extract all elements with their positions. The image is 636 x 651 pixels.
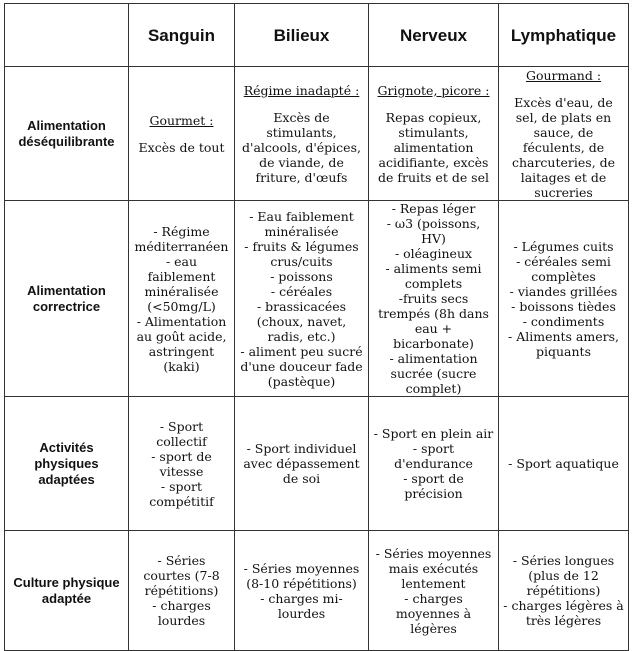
row-header: Activités physiques adaptées [5, 397, 129, 531]
cell-line: Excès de stimulants, d'alcools, d'épices, de viande, de friture, d'œufs [242, 109, 361, 185]
cell-line: - Légumes cuits [513, 238, 614, 254]
cell-line: - céréales [270, 283, 333, 299]
table-cell [369, 201, 499, 397]
column-header-bilieux: Bilieux [235, 4, 369, 67]
row-header: Culture physique adaptée [5, 531, 129, 651]
table-cell [129, 67, 235, 201]
cell-line: - Séries courtes (7-8 répétitions) [143, 553, 220, 598]
cell-line: - sport compétitif [149, 478, 214, 509]
cell-line: - viandes grillées [509, 283, 618, 299]
cell-list [503, 239, 624, 359]
table-row-culture-physique [5, 531, 629, 651]
cell-line: - céréales semi complètes [516, 253, 611, 284]
cell-list [503, 456, 624, 471]
cell-line: - boissons tièdes [511, 298, 616, 314]
header-corner-cell [5, 4, 129, 67]
cell-line: - Eau faiblement minéralisée [249, 208, 354, 239]
row-header: Alimentation correctrice [5, 201, 129, 397]
cell-list [373, 110, 494, 185]
table-row-activites-physiques [5, 397, 629, 531]
cell-line: - fruits & légumes crus/cuits [244, 238, 359, 269]
cell-line: - Sport aquatique [508, 456, 619, 471]
temperament-table [4, 3, 629, 651]
cell-line: - Séries longues (plus de 12 répétitions) [512, 553, 615, 598]
cell-heading: Gourmet : [149, 112, 214, 128]
cell-line: - Régime méditerranéen [134, 223, 229, 254]
cell-line: - ω3 (poissons, HV) [386, 216, 481, 246]
cell-line: - sport d'endurance [394, 441, 473, 471]
cell-list [133, 419, 230, 509]
cell-list [133, 140, 230, 155]
column-header-sanguin: Sanguin [129, 4, 235, 67]
cell-line: - charges mi-lourdes [260, 590, 343, 621]
table-cell [499, 67, 629, 201]
cell-line: - aliment peu sucré d'une douceur fade (pastèque) [240, 343, 363, 389]
cell-line: Repas copieux, stimulants, alimentation acidifiante, excès de fruits et de sel [377, 109, 489, 185]
cell-line: - charges légères à très légères [503, 598, 624, 628]
cell-line: - Sport individuel avec dépassement de soi [243, 441, 360, 486]
table-cell [235, 67, 369, 201]
header-row [5, 4, 629, 67]
cell-line: - charges lourdes [152, 598, 211, 628]
cell-heading: Régime inadapté : [243, 82, 360, 98]
cell-list [503, 553, 624, 628]
table-cell [129, 397, 235, 531]
table-header [5, 4, 629, 67]
cell-line: -fruits secs trempés (8h dans eau + bicarbonate) [378, 291, 489, 351]
table-cell [499, 201, 629, 397]
table-cell [235, 397, 369, 531]
cell-line: - Sport collectif [156, 418, 207, 449]
table-cell [235, 531, 369, 651]
cell-line: - oléagineux [394, 246, 473, 261]
cell-list [239, 561, 364, 621]
cell-line: - sport de vitesse [151, 448, 212, 479]
cell-line: - Aliments amers, piquants [508, 328, 619, 359]
cell-line: Excès de tout [138, 139, 225, 155]
cell-list [133, 553, 230, 628]
table-row-alimentation-correctrice [5, 201, 629, 397]
table-cell [235, 201, 369, 397]
table-cell [369, 397, 499, 531]
cell-line: - Repas léger [391, 201, 476, 216]
table-cell [369, 531, 499, 651]
cell-list [133, 224, 230, 374]
cell-list [239, 441, 364, 486]
cell-heading: Gourmand : [525, 67, 602, 83]
table-cell [129, 201, 235, 397]
cell-line: Excès d'eau, de sel, de plats en sauce, de féculents, de charcuteries, de laitages et de sucreries [511, 94, 616, 200]
table-row-alimentation-desequilibrante [5, 67, 629, 201]
cell-line: - alimentation sucrée (sucre complet) [389, 351, 478, 396]
cell-line: - Séries moyennes (8-10 répétitions) [243, 560, 360, 591]
cell-list [239, 110, 364, 185]
cell-line: - Séries moyennes mais exécutés lentement [375, 545, 492, 591]
column-header-lymphatique: Lymphatique [499, 4, 629, 67]
table-body [5, 67, 629, 651]
cell-list [373, 201, 494, 396]
table-cell [129, 531, 235, 651]
table-cell [499, 531, 629, 651]
cell-line: - Sport en plein air [373, 426, 494, 441]
table-cell [499, 397, 629, 531]
row-header: Alimentation déséquilibrante [5, 67, 129, 201]
cell-line: - brassicacées (choux, navet, radis, etc.) [256, 298, 347, 344]
cell-line: - Alimentation au goût acide, astringent (kaki) [136, 313, 227, 374]
cell-list [373, 546, 494, 636]
column-header-nerveux: Nerveux [369, 4, 499, 67]
cell-list [373, 426, 494, 501]
cell-line: - eau faiblement minéralisée (<50mg/L) [144, 253, 219, 314]
cell-line: - condiments [522, 313, 605, 329]
cell-line: - aliments semi complets [385, 261, 482, 291]
table-cell [369, 67, 499, 201]
cell-list [239, 209, 364, 389]
cell-line: - charges moyennes à légères [395, 590, 472, 636]
cell-list [503, 95, 624, 200]
cell-line: - poissons [270, 268, 333, 284]
cell-heading: Grignote, picore : [377, 82, 490, 98]
cell-line: - sport de précision [403, 471, 464, 501]
